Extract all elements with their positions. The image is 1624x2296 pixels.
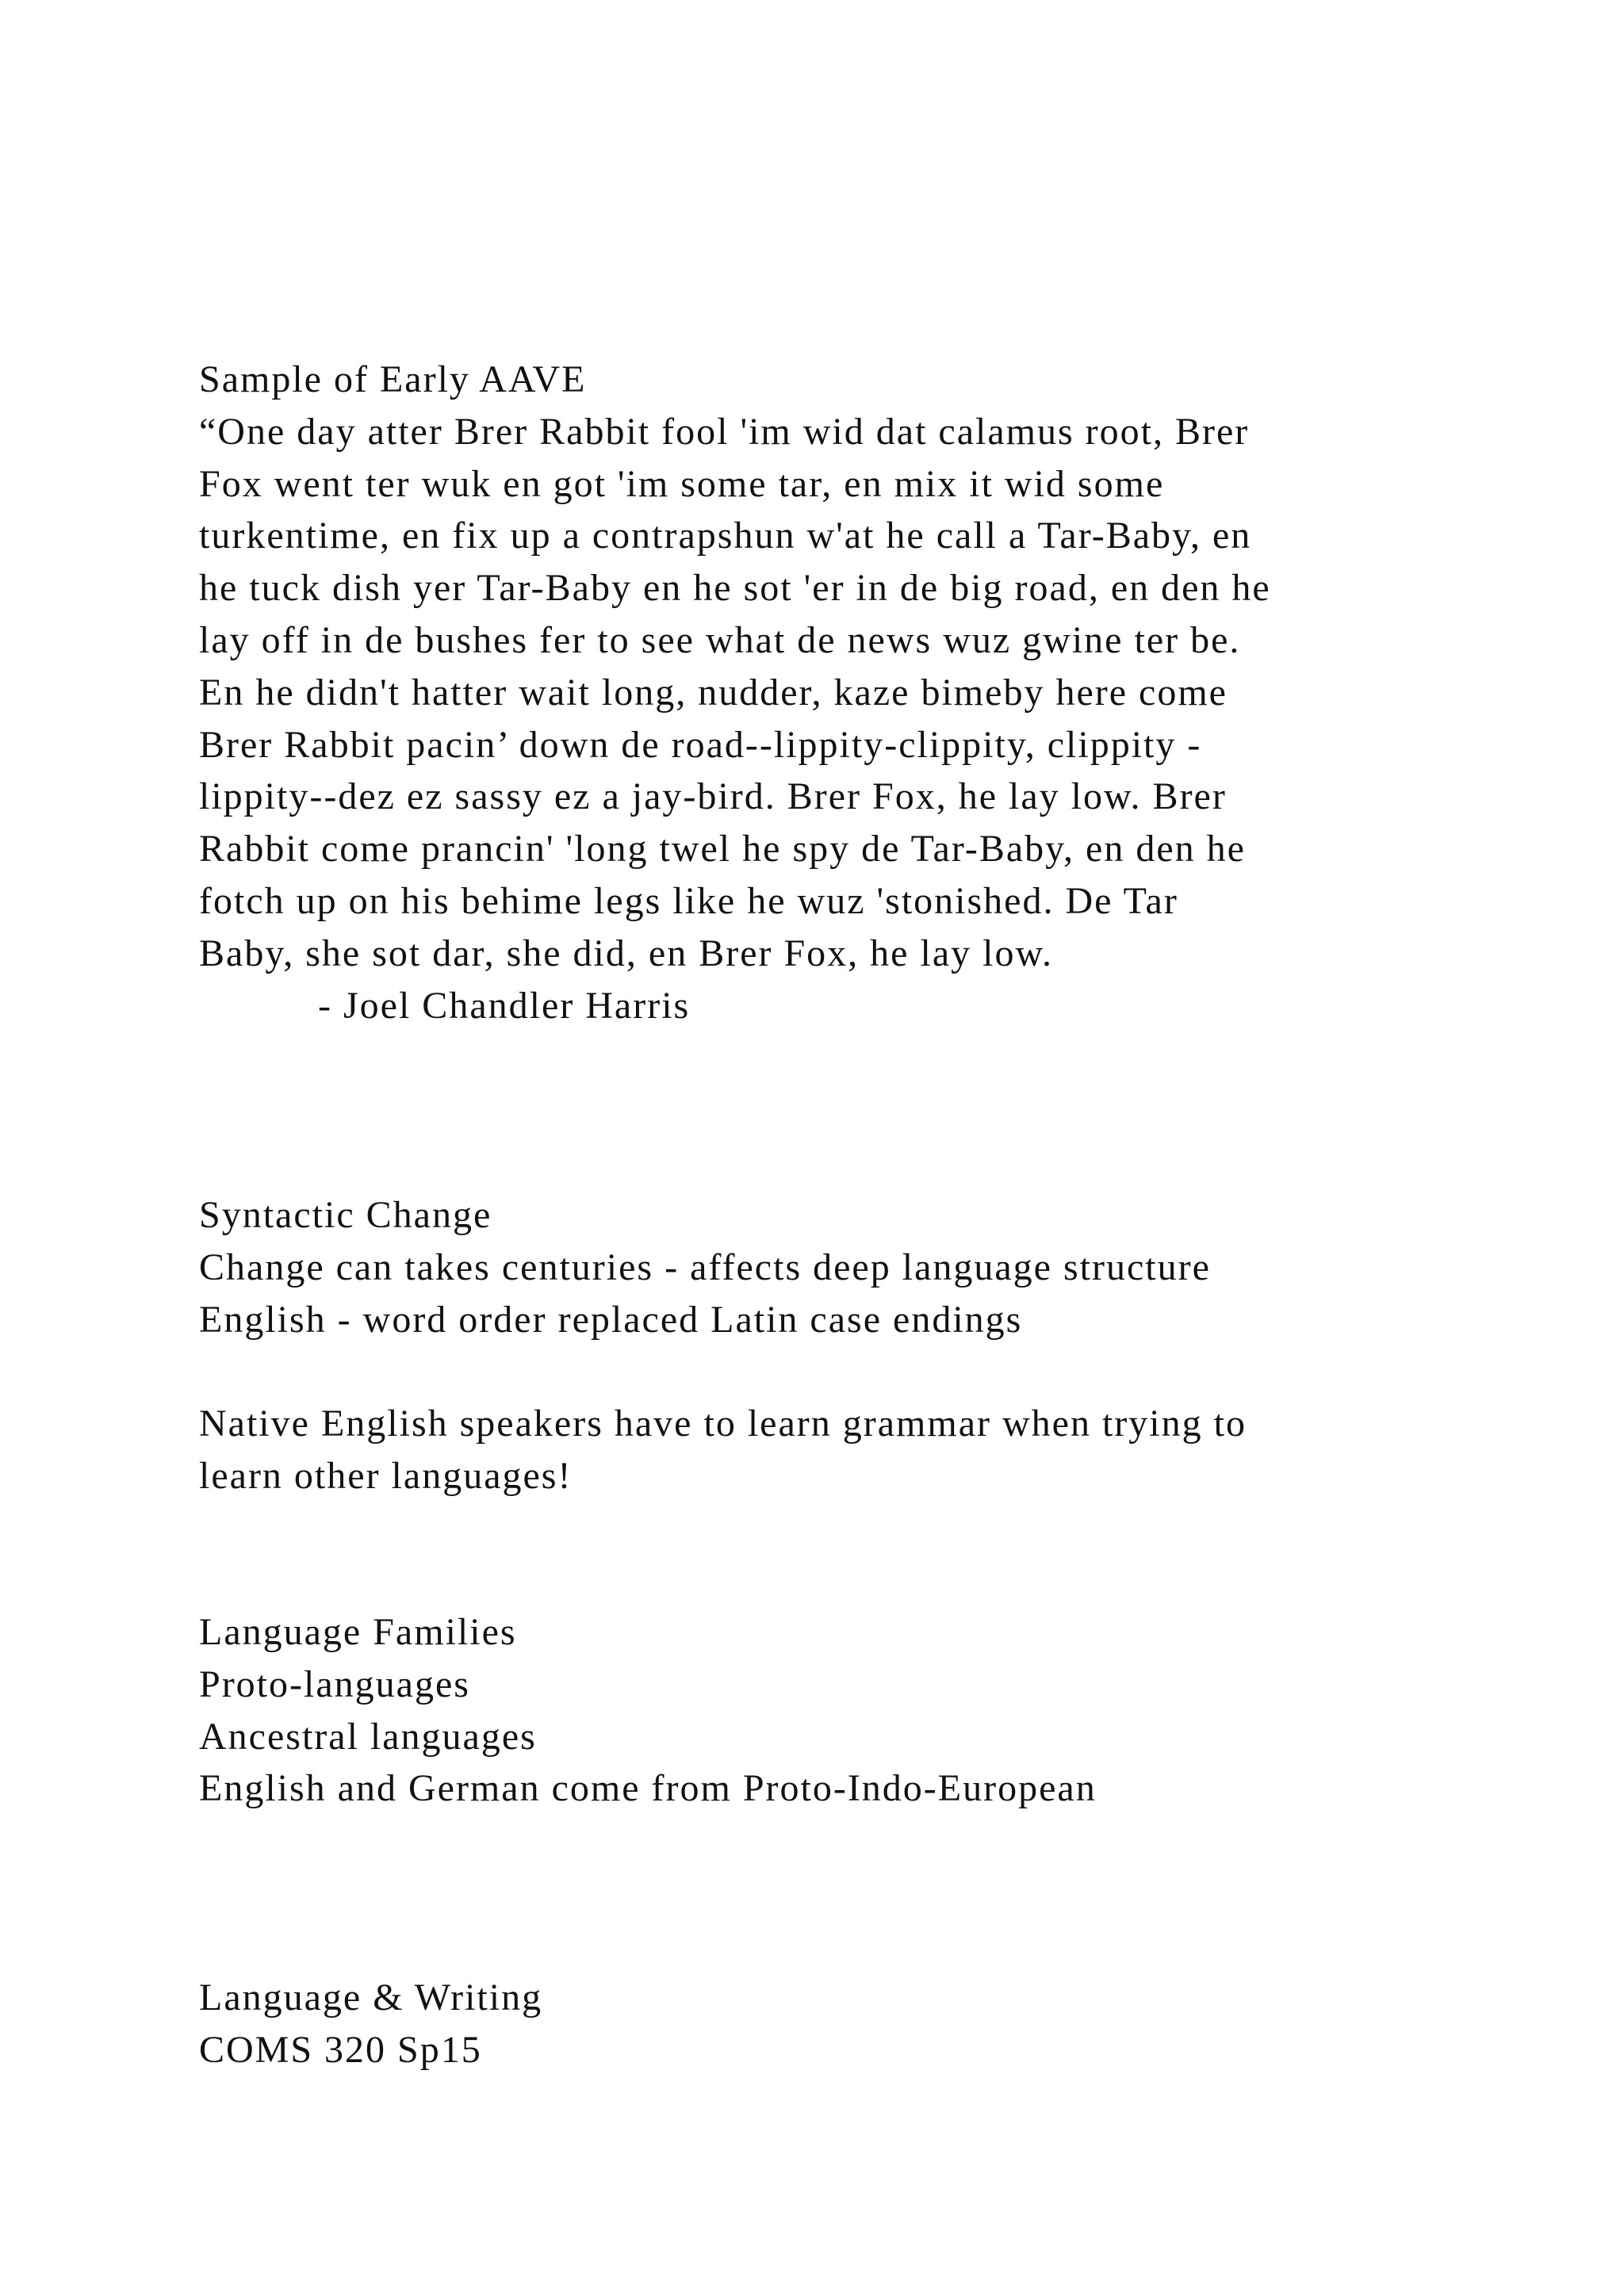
section-heading: Language & Writing (199, 1976, 543, 2019)
body-line (199, 1345, 1563, 1398)
quote-line: Brer Rabbit pacin’ down de road--lippity-clippity, clippity - (199, 723, 1202, 766)
section-language-writing (199, 1972, 1563, 2076)
body-line: Change can takes centuries - affects deep language structure (199, 1246, 1211, 1288)
section-language-families (199, 1606, 1563, 1815)
quote-line: Rabbit come prancin' 'long twel he spy de Tar-Baby, en den he (199, 828, 1246, 871)
quote-line: he tuck dish yer Tar-Baby en he sot 'er in de big road, en den he (199, 567, 1271, 610)
section-heading: Sample of Early AAVE (199, 358, 587, 400)
section-syntactic-change (199, 1189, 1563, 1502)
quote-line: Baby, she sot dar, she did, en Brer Fox, he lay low. (199, 932, 1054, 974)
quote-attribution: - Joel Chandler Harris (318, 984, 691, 1027)
body-line: Native English speakers have to learn grammar when trying to (199, 1402, 1247, 1445)
quote-line: Fox went ter wuk en got 'im some tar, en mix it wid some (199, 462, 1165, 505)
quote-line: lippity--dez ez sassy ez a jay-bird. Brer Fox, he lay low. Brer (199, 775, 1227, 818)
section-heading: Syntactic Change (199, 1194, 492, 1236)
body-line: English and German come from Proto-Indo-European (199, 1767, 1097, 1810)
section-heading: Language Families (199, 1611, 517, 1653)
quote-line: “One day atter Brer Rabbit fool 'im wid dat calamus root, Brer (199, 410, 1250, 453)
body-line: COMS 320 Sp15 (199, 2028, 482, 2071)
section-aave-sample (199, 354, 1563, 1031)
body-line: English - word order replaced Latin case endings (199, 1298, 1023, 1341)
quote-line: lay off in de bushes fer to see what de news wuz gwine ter be. (199, 618, 1241, 661)
body-line: learn other languages! (199, 1454, 573, 1497)
body-line: Proto-languages (199, 1663, 470, 1705)
quote-line: En he didn't hatter wait long, nudder, kaze bimeby here come (199, 671, 1228, 714)
quote-line: fotch up on his behime legs like he wuz 'stonished. De Tar (199, 879, 1178, 922)
quote-line: turkentime, en fix up a contrapshun w'at he call a Tar-Baby, en (199, 515, 1252, 557)
body-line: Ancestral languages (199, 1715, 537, 1758)
